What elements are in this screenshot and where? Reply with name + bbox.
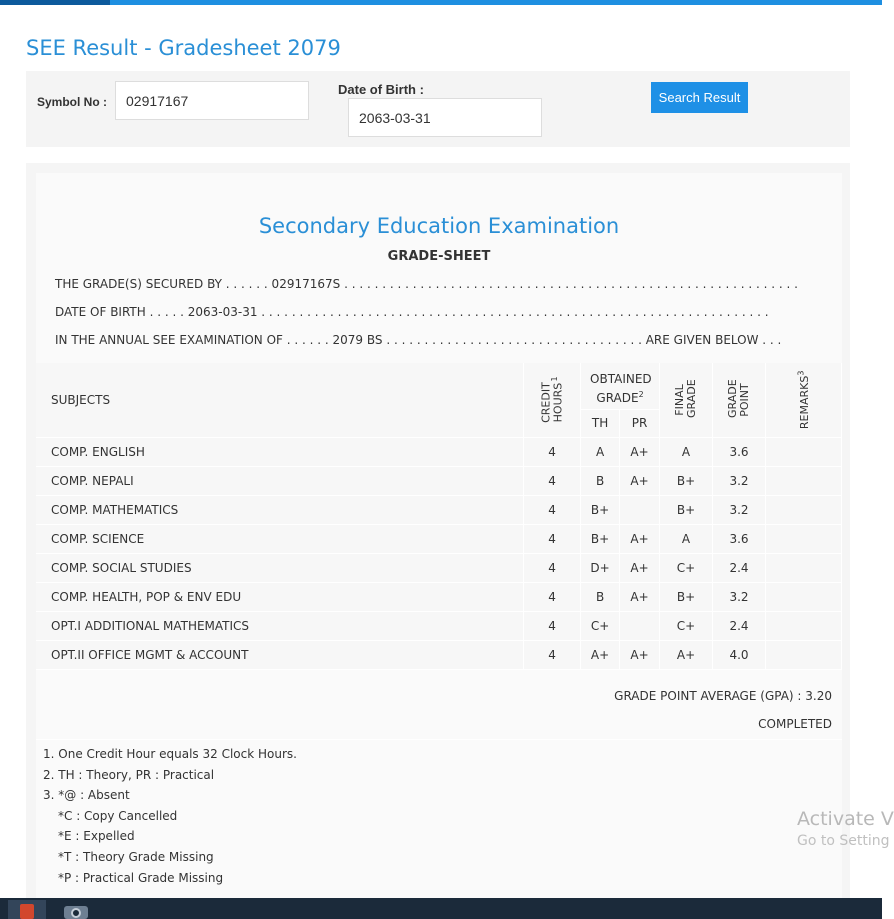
- pr-cell: A+: [620, 582, 660, 611]
- header-final-grade-label: FINAL GRADE: [673, 379, 699, 418]
- credit-cell: 4: [524, 495, 581, 524]
- th-cell: B+: [581, 524, 620, 553]
- go-to-settings-watermark: Go to Setting: [797, 833, 890, 849]
- table-row: [36, 640, 842, 669]
- search-panel: [26, 71, 850, 147]
- grade-point-cell: 3.6: [713, 524, 766, 553]
- pr-cell: A+: [620, 466, 660, 495]
- subject-cell: COMP. NEPALI: [36, 466, 524, 495]
- header-subjects-label: SUBJECTS: [51, 392, 111, 407]
- header-credit-hours-text: CREDIT HOURS: [539, 381, 565, 423]
- footnotes: [43, 747, 297, 891]
- subject-cell: COMP. ENGLISH: [36, 437, 524, 466]
- gpa-summary: GRADE POINT AVERAGE (GPA) : 3.20: [614, 689, 832, 703]
- header-remarks-sup: 3: [796, 370, 806, 376]
- gradesheet: [36, 173, 842, 903]
- grade-point-cell: 3.2: [713, 466, 766, 495]
- credit-cell: 4: [524, 437, 581, 466]
- footnote-item: *E : Expelled: [58, 829, 135, 844]
- table-row: [36, 553, 842, 582]
- pr-cell: A+: [620, 553, 660, 582]
- taskbar: [0, 898, 882, 919]
- subject-cell: COMP. MATHEMATICS: [36, 495, 524, 524]
- grade-point-cell: 4.0: [713, 640, 766, 669]
- taskbar-app-button[interactable]: [8, 900, 46, 919]
- table-row: [36, 524, 842, 553]
- grade-point-cell: 3.2: [713, 495, 766, 524]
- table-row: [36, 495, 842, 524]
- credit-cell: 4: [524, 553, 581, 582]
- header-grade-point-label: GRADE POINT: [725, 379, 751, 418]
- header-obtained-sup: 2: [638, 390, 644, 400]
- header-credit-hours: [524, 363, 581, 437]
- final-grade-cell: A+: [660, 640, 713, 669]
- pr-cell: [620, 611, 660, 640]
- pr-cell: A+: [620, 640, 660, 669]
- header-obtained-grade-label: [590, 371, 650, 406]
- secured-by-line: THE GRADE(S) SECURED BY . . . . . . 02917167S . . . . . . . . . . . . . . . . . . . . . . . . . . . . . . . . . . . . . . . . . . . . . . . . . . . . . . . . . . . .: [55, 277, 798, 291]
- table-row: [36, 437, 842, 466]
- search-result-button[interactable]: Search Result: [651, 82, 748, 113]
- examination-line: IN THE ANNUAL SEE EXAMINATION OF . . . . . . 2079 BS . . . . . . . . . . . . . . . . . . . . . . . . . . . . . . . . . . ARE GIVEN BELOW . . .: [55, 333, 782, 347]
- final-grade-cell: A: [660, 524, 713, 553]
- footnote-item: *C : Copy Cancelled: [58, 808, 178, 823]
- th-cell: D+: [581, 553, 620, 582]
- th-cell: B: [581, 582, 620, 611]
- credit-cell: 4: [524, 524, 581, 553]
- grade-point-cell: 2.4: [713, 553, 766, 582]
- footnote-item: *T : Theory Grade Missing: [58, 849, 214, 864]
- header-pr: PR: [620, 409, 660, 437]
- header-grade-point: [713, 363, 766, 437]
- footnote-item: 2. TH : Theory, PR : Practical: [43, 767, 215, 782]
- remarks-cell: [765, 640, 841, 669]
- footnote-item: *P : Practical Grade Missing: [58, 870, 224, 885]
- symbol-no-label: Symbol No :: [37, 95, 108, 109]
- gradesheet-container: [26, 163, 850, 903]
- gradesheet-subtitle: GRADE-SHEET: [387, 249, 491, 264]
- camera-lens-icon: [71, 908, 81, 918]
- pr-cell: [620, 495, 660, 524]
- grade-point-cell: 2.4: [713, 611, 766, 640]
- top-accent-bar: [0, 0, 882, 5]
- th-cell: A+: [581, 640, 620, 669]
- header-remarks: [765, 363, 841, 437]
- pr-cell: A+: [620, 524, 660, 553]
- subject-cell: COMP. SCIENCE: [36, 524, 524, 553]
- table-row: [36, 466, 842, 495]
- red-app-icon: [20, 904, 34, 919]
- th-cell: A: [581, 437, 620, 466]
- subject-cell: COMP. SOCIAL STUDIES: [36, 553, 524, 582]
- credit-cell: 4: [524, 466, 581, 495]
- grade-point-cell: 3.2: [713, 582, 766, 611]
- grades-table: [36, 363, 842, 670]
- credit-cell: 4: [524, 582, 581, 611]
- remarks-cell: [765, 495, 841, 524]
- remarks-cell: [765, 582, 841, 611]
- header-remarks-text: REMARKS: [798, 375, 812, 430]
- table-row: [36, 611, 842, 640]
- th-cell: B: [581, 466, 620, 495]
- remarks-cell: [765, 466, 841, 495]
- credit-cell: 4: [524, 611, 581, 640]
- gradesheet-title: Secondary Education Examination: [258, 214, 620, 238]
- header-remarks-label: [796, 370, 812, 429]
- dob-label: Date of Birth :: [338, 82, 424, 97]
- footnote-item: 1. One Credit Hour equals 32 Clock Hours.: [43, 747, 297, 761]
- remarks-cell: [765, 437, 841, 466]
- pr-cell: A+: [620, 437, 660, 466]
- credit-cell: 4: [524, 640, 581, 669]
- th-cell: B+: [581, 495, 620, 524]
- header-subjects: [36, 363, 524, 437]
- subject-cell: OPT.I ADDITIONAL MATHEMATICS: [36, 611, 524, 640]
- th-cell: C+: [581, 611, 620, 640]
- final-grade-cell: C+: [660, 553, 713, 582]
- final-grade-cell: B+: [660, 495, 713, 524]
- final-grade-cell: C+: [660, 611, 713, 640]
- final-grade-cell: B+: [660, 466, 713, 495]
- grade-point-cell: 3.6: [713, 437, 766, 466]
- final-grade-cell: B+: [660, 582, 713, 611]
- footnote-item: 3. *@ : Absent: [43, 788, 130, 803]
- symbol-no-input[interactable]: [115, 81, 309, 120]
- header-final-grade: [660, 363, 713, 437]
- summary-divider: [36, 739, 842, 740]
- remarks-cell: [765, 611, 841, 640]
- subject-cell: OPT.II OFFICE MGMT & ACCOUNT: [36, 640, 524, 669]
- result-status: COMPLETED: [758, 717, 832, 731]
- dob-input[interactable]: [348, 98, 542, 137]
- activate-windows-watermark: Activate V: [797, 808, 894, 830]
- date-of-birth-line: DATE OF BIRTH . . . . . 2063-03-31 . . . . . . . . . . . . . . . . . . . . . . . . . . . . . . . . . . . . . . . . . . . . . . . . . . . . . . . . . . . . . . . . . . .: [55, 305, 769, 319]
- table-row: [36, 582, 842, 611]
- remarks-cell: [765, 524, 841, 553]
- taskbar-camera-button[interactable]: [64, 904, 88, 919]
- header-credit-hours-label: [540, 376, 564, 423]
- header-obtained-grade: [581, 363, 660, 409]
- header-obtained-grade-text: OBTAINED GRADE: [590, 372, 652, 406]
- subject-cell: COMP. HEALTH, POP & ENV EDU: [36, 582, 524, 611]
- page-title: SEE Result - Gradesheet 2079: [26, 36, 341, 60]
- remarks-cell: [765, 553, 841, 582]
- top-accent-dark: [0, 0, 110, 5]
- final-grade-cell: A: [660, 437, 713, 466]
- header-credit-sup: 1: [549, 376, 559, 382]
- header-th: TH: [581, 409, 620, 437]
